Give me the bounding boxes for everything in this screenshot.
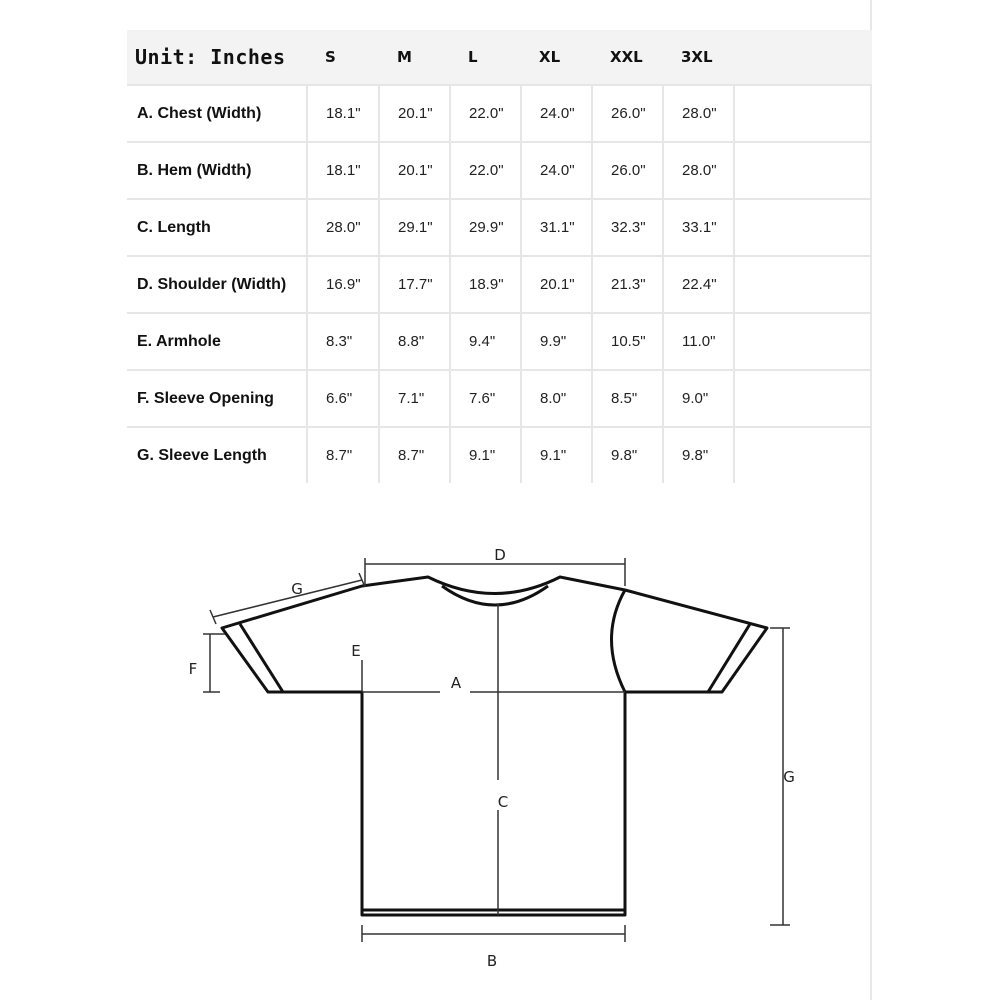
size-header: S bbox=[307, 30, 379, 85]
unit-label: Unit: Inches bbox=[127, 30, 307, 85]
table-cell: 22.4" bbox=[663, 256, 734, 313]
table-cell: 8.5" bbox=[592, 370, 663, 427]
table-cell: 20.1" bbox=[379, 142, 450, 199]
empty-cell bbox=[734, 370, 872, 427]
table-row bbox=[127, 427, 872, 483]
table-cell: 18.1" bbox=[307, 142, 379, 199]
table-cell: 18.9" bbox=[450, 256, 521, 313]
size-header: XXL bbox=[592, 30, 663, 85]
row-label: E. Armhole bbox=[137, 332, 221, 350]
table-cell: 28.0" bbox=[663, 85, 734, 142]
table-cell: 28.0" bbox=[307, 199, 379, 256]
row-label: G. Sleeve Length bbox=[137, 446, 267, 464]
tshirt-measurement-diagram bbox=[0, 520, 860, 990]
label-f: F bbox=[188, 660, 198, 678]
row-label: C. Length bbox=[137, 218, 211, 236]
shirt-body-outline bbox=[222, 577, 767, 915]
size-header: 3XL bbox=[663, 30, 734, 85]
hem-dimension-line bbox=[362, 925, 625, 942]
table-row bbox=[127, 256, 872, 313]
label-d: D bbox=[494, 546, 506, 564]
table-cell: 9.8" bbox=[663, 427, 734, 483]
size-table bbox=[127, 30, 872, 483]
table-cell: 32.3" bbox=[592, 199, 663, 256]
table-cell: 8.8" bbox=[379, 313, 450, 370]
table-cell: 22.0" bbox=[450, 142, 521, 199]
table-cell: 8.3" bbox=[307, 313, 379, 370]
table-row bbox=[127, 199, 872, 256]
row-label: B. Hem (Width) bbox=[137, 161, 252, 179]
row-label: F. Sleeve Opening bbox=[137, 389, 274, 407]
table-cell: 17.7" bbox=[379, 256, 450, 313]
label-c: C bbox=[497, 793, 509, 811]
table-cell: 21.3" bbox=[592, 256, 663, 313]
table-cell: 26.0" bbox=[592, 142, 663, 199]
sleeve-opening-dimension-line bbox=[203, 634, 225, 692]
table-cell: 20.1" bbox=[379, 85, 450, 142]
table-cell: 29.9" bbox=[450, 199, 521, 256]
table-row bbox=[127, 85, 872, 142]
table-row bbox=[127, 370, 872, 427]
table-cell: 11.0" bbox=[663, 313, 734, 370]
row-label: A. Chest (Width) bbox=[137, 104, 262, 122]
label-a: A bbox=[450, 674, 462, 692]
empty-cell bbox=[734, 427, 872, 483]
table-header-row bbox=[127, 30, 872, 85]
table-cell: 24.0" bbox=[521, 85, 592, 142]
table-cell: 9.9" bbox=[521, 313, 592, 370]
table-cell: 9.0" bbox=[663, 370, 734, 427]
right-margin-strip bbox=[870, 0, 1000, 1000]
label-g-side: G bbox=[783, 768, 795, 786]
table-cell: 9.4" bbox=[450, 313, 521, 370]
sleeve-length-dimension-line bbox=[210, 573, 365, 624]
empty-cell bbox=[734, 313, 872, 370]
table-row bbox=[127, 142, 872, 199]
table-cell: 16.9" bbox=[307, 256, 379, 313]
empty-cell bbox=[734, 85, 872, 142]
table-cell: 24.0" bbox=[521, 142, 592, 199]
table-cell: 20.1" bbox=[521, 256, 592, 313]
label-g-sleeve: G bbox=[291, 580, 303, 598]
table-cell: 10.5" bbox=[592, 313, 663, 370]
empty-header-cell bbox=[734, 30, 872, 85]
label-b: B bbox=[486, 952, 498, 970]
size-header: L bbox=[450, 30, 521, 85]
table-cell: 31.1" bbox=[521, 199, 592, 256]
table-cell: 8.7" bbox=[307, 427, 379, 483]
table-cell: 9.8" bbox=[592, 427, 663, 483]
table-cell: 8.0" bbox=[521, 370, 592, 427]
row-label: D. Shoulder (Width) bbox=[137, 275, 287, 293]
table-cell: 26.0" bbox=[592, 85, 663, 142]
table-row bbox=[127, 313, 872, 370]
size-header: M bbox=[379, 30, 450, 85]
table-cell: 22.0" bbox=[450, 85, 521, 142]
table-cell: 28.0" bbox=[663, 142, 734, 199]
right-armhole-seam bbox=[612, 590, 626, 692]
table-cell: 29.1" bbox=[379, 199, 450, 256]
table-cell: 9.1" bbox=[450, 427, 521, 483]
table-cell: 9.1" bbox=[521, 427, 592, 483]
empty-cell bbox=[734, 142, 872, 199]
tshirt-outline bbox=[222, 577, 767, 915]
measurement-lines bbox=[203, 558, 790, 942]
empty-cell bbox=[734, 199, 872, 256]
table-cell: 33.1" bbox=[663, 199, 734, 256]
table-cell: 7.6" bbox=[450, 370, 521, 427]
table-cell: 8.7" bbox=[379, 427, 450, 483]
size-header: XL bbox=[521, 30, 592, 85]
table-cell: 18.1" bbox=[307, 85, 379, 142]
empty-cell bbox=[734, 256, 872, 313]
label-e: E bbox=[351, 642, 361, 660]
table-cell: 6.6" bbox=[307, 370, 379, 427]
table-cell: 7.1" bbox=[379, 370, 450, 427]
